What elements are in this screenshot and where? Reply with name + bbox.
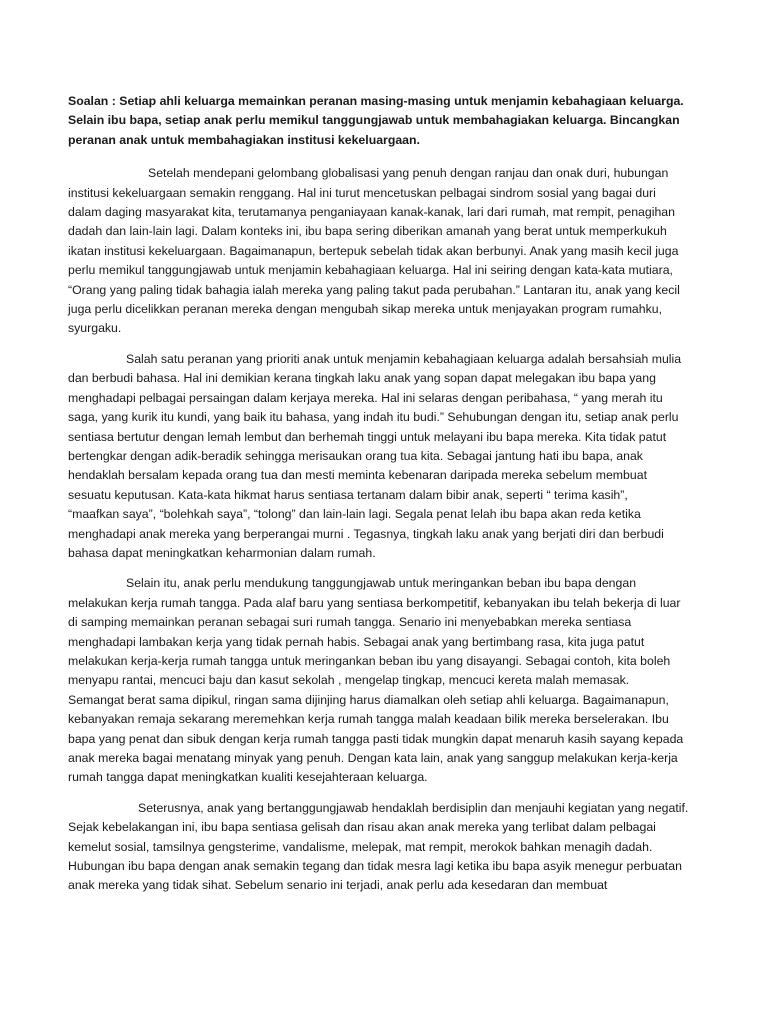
essay-question <box>68 92 708 150</box>
paragraph-line: bertengkar dengan adik-beradik sehingga merisaukan orang tua kita. Sebagai jantung hati ibu bapa, anak <box>68 448 643 463</box>
paragraph-line: sesuatu keputusan. Kata-kata hikmat harus sentiasa tertanam dalam bibir anak, seperti “ terima kasih”, <box>68 487 628 502</box>
paragraph-line: dalam daging masyarakat kita, terutamanya penganiayaan kanak-kanak, lari dari rumah, mat rempit, penagihan <box>68 205 675 220</box>
paragraph-line: Hubungan ibu bapa dengan anak semakin tegang dan tidak mesra lagi ketika ibu bapa asyik menegur perbuatan <box>68 859 682 874</box>
paragraph-line: dadah dan lain-lain lagi. Dalam konteks ini, ibu bapa sering diberikan amanah yang berat untuk memperkukuh <box>68 224 667 239</box>
paragraph-line: Semangat berat sama dipikul, ringan sama dijinjing harus diamalkan oleh setiap ahli keluarga. Bagaimanapun, <box>68 692 669 707</box>
question-line: Soalan : Setiap ahli keluarga memainkan peranan masing-masing untuk menjamin kebahagiaan keluarga. <box>68 94 684 108</box>
paragraph-line: kemelut sosial, tamsilnya gengsterime, vandalisme, melepak, mat rempit, merokok bahkan menagih dadah. <box>68 839 653 854</box>
paragraph-line: Selain itu, anak perlu mendukung tanggungjawab untuk meringankan beban ibu bapa dengan <box>126 576 637 591</box>
paragraph-line: rumah tangga dapat meningkatkan kualiti kesejahteraan keluarga. <box>68 770 428 785</box>
paragraph-line: “maafkan saya”, “bolehkah saya”, “tolong” dan lain-lain lagi. Segala penat lelah ibu bapa akan reda ketika <box>68 507 641 522</box>
paragraph-line: menghadapi anak mereka yang berperangai murni . Tegasnya, tingkah laku anak yang berjati diri dan berbudi <box>68 526 664 541</box>
paragraph-line: menghadapi lambakan kerja yang tidak pernah habis. Sebagai anak yang bertimbang rasa, kita juga patut <box>68 634 645 649</box>
paragraph-line: saga, yang kurik itu kundi, yang baik itu bahasa, yang indah itu budi.” Sehubungan dengan itu, setiap anak perlu <box>68 410 679 425</box>
paragraph-line: Salah satu peranan yang prioriti anak untuk menjamin kebahagiaan keluarga adalah bersahsiah mulia <box>126 351 682 366</box>
paragraph-line: menghadapi pelbagai persaingan dalam kerjaya mereka. Hal ini selaras dengan peribahasa, “ yang merah itu <box>68 390 663 405</box>
question-line: peranan anak untuk membahagiakan institusi kekeluargaan. <box>68 132 420 147</box>
paragraph-line: Sejak kebelakangan ini, ibu bapa sentiasa gelisah dan risau akan anak mereka yang terlibat dalam pelbagai <box>68 820 656 835</box>
paragraph-line: hendaklah bersalam kepada orang tua dan mesti meminta kebenaran daripada mereka sebelum membuat <box>68 468 647 483</box>
paragraph-body-3 <box>68 799 708 896</box>
paragraph-line: dan berbudi bahasa. Hal ini demikian kerana tingkah laku anak yang sopan dapat melegakan ibu bapa yang <box>68 371 656 386</box>
paragraph-line: menyapu rantai, mencuci baju dan kasut sekolah , mengelap tingkap, mencuci kereta malah memasak. <box>68 673 630 688</box>
paragraph-line: kebanyakan remaja sekarang meremehkan kerja rumah tangga malah keadaan bilik mereka berselerakan. Ibu <box>68 712 669 727</box>
paragraph-line: anak mereka bagai menatang minyak yang penuh. Dengan kata lain, anak yang sanggup melakukan kerja-kerja <box>68 751 678 765</box>
paragraph-line: juga perlu dicelikkan peranan mereka dengan mengubah sikap mereka untuk menjayakan program rumahku, <box>68 302 663 317</box>
paragraph-body-1 <box>68 350 708 563</box>
paragraph-line: anak mereka yang tidak sihat. Sebelum senario ini terjadi, anak perlu ada kesedaran dan membuat <box>68 878 608 893</box>
paragraph-line: sentiasa bertutur dengan lemah lembut dan berhemah tinggi untuk melayani ibu bapa mereka. Kita tidak patut <box>68 429 667 444</box>
paragraph-line: syurgaku. <box>68 321 122 336</box>
paragraph-line: bahasa dapat meningkatkan keharmonian dalam rumah. <box>68 545 376 560</box>
paragraph-line: Setelah mendepani gelombang globalisasi yang penuh dengan ranjau dan onak duri, hubungan <box>148 166 669 181</box>
document-page <box>68 92 708 907</box>
paragraph-line: melakukan kerja rumah tangga. Pada alaf baru yang sentiasa berkompetitif, kebanyakan ibu telah bekerja di luar <box>68 595 681 610</box>
paragraph-line: perlu memikul tanggungjawab untuk menjamin kebahagiaan keluarga. Hal ini seiring dengan kata-kata mutiara, <box>68 263 673 278</box>
paragraph-body-2 <box>68 574 708 787</box>
paragraph-line: “Orang yang paling tidak bahagia ialah mereka yang paling takut pada perubahan.” Lantaran itu, anak yang kecil <box>68 282 680 297</box>
question-line: Selain ibu bapa, setiap anak perlu memikul tanggungjawab untuk membahagiakan keluarga. Bincangkan <box>68 113 680 128</box>
paragraph-line: melakukan kerja-kerja rumah tangga untuk meringankan beban ibu yang disayangi. Sebagai contoh, kita boleh <box>68 653 671 668</box>
paragraph-line: bapa yang penat dan sibuk dengan kerja rumah tangga pasti tidak mungkin dapat menaruh kasih sayang kepada <box>68 731 684 746</box>
paragraph-line: di samping memainkan peranan sebagai suri rumah tangga. Senario ini menyebabkan mereka sentiasa <box>68 615 632 630</box>
paragraph-line: ikatan institusi kekeluargaan. Bagaimanapun, bertepuk sebelah tidak akan berbunyi. Anak yang masih kecil juga <box>68 243 679 258</box>
paragraph-introduction <box>68 164 708 339</box>
paragraph-line: institusi kekeluargaan semakin renggang. Hal ini turut mencetuskan pelbagai sindrom sosial yang bagai duri <box>68 185 656 200</box>
paragraph-line: Seterusnya, anak yang bertanggungjawab hendaklah berdisiplin dan menjauhi kegiatan yang negatif. <box>138 800 689 815</box>
